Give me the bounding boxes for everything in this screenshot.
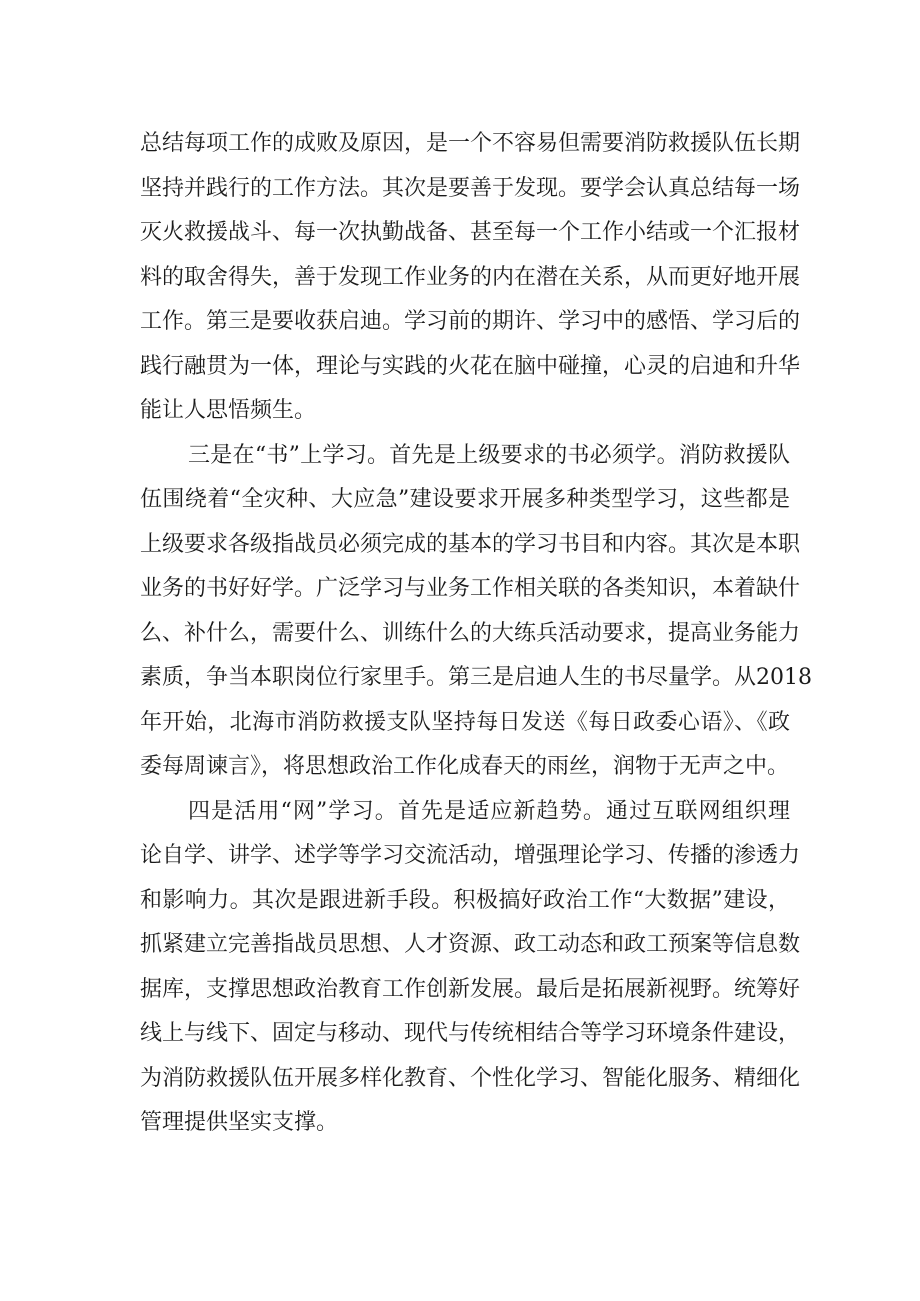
text-line: 践行融贯为一体，理论与实践的火花在脑中碰撞，心灵的启迪和升华	[140, 353, 801, 379]
text-line: 伍围绕着“全灾种、大应急”建设要求开展多种类型学习，这些都是	[140, 487, 790, 512]
text-line: 抓紧建立完善指战员思想、人才资源、政工动态和政工预案等信息数	[140, 932, 801, 957]
text-line: 委每周谏言》，将思想政治工作化成春天的雨丝，润物于无声之中。	[140, 754, 790, 779]
text-line: 素质，争当本职岗位行家里手。第三是启迪人生的书尽量学。从2018	[140, 665, 812, 690]
text-line: 三是在“书”上学习。首先是上级要求的书必须学。消防救援队	[188, 442, 790, 468]
text-line: 年开始，北海市消防救援支队坚持每日发送《每日政委心语》、《政	[140, 709, 790, 735]
text-line: 线上与线下、固定与移动、现代与传统相结合等学习环境条件建设，	[140, 1021, 801, 1046]
paragraph-network-learning	[140, 790, 801, 1146]
text-line: 管理提供坚实支撑。	[140, 1110, 339, 1135]
text-line: 么、补什么，需要什么、训练什么的大练兵活动要求，提高业务能力	[140, 620, 801, 646]
paragraph-reflection	[140, 122, 801, 434]
paragraph-book-learning	[140, 434, 812, 790]
text-line: 四是活用“网”学习。首先是适应新趋势。通过互联网组织理	[188, 798, 790, 824]
text-line: 总结每项工作的成败及原因，是一个不容易但需要消防救援队伍长期	[140, 131, 801, 156]
text-line: 能让人思悟频生。	[140, 398, 317, 423]
text-line: 据库，支撑思想政治教育工作创新发展。最后是拓展新视野。统筹好	[140, 976, 801, 1002]
text-line: 和影响力。其次是跟进新手段。积极搞好政治工作“大数据”建设，	[140, 887, 790, 913]
text-line: 灭火救援战斗、每一次执勤战备、甚至每一个工作小结或一个汇报材	[140, 220, 801, 245]
text-line: 论自学、讲学、述学等学习交流活动，增强理论学习、传播的渗透力	[140, 843, 801, 868]
text-line: 坚持并践行的工作方法。其次是要善于发现。要学会认真总结每一场	[140, 175, 801, 201]
text-line: 为消防救援队伍开展多样化教育、个性化学习、智能化服务、精细化	[140, 1065, 801, 1091]
text-line: 上级要求各级指战员必须完成的基本的学习书目和内容。其次是本职	[140, 531, 801, 557]
text-line: 料的取舍得失，善于发现工作业务的内在潜在关系，从而更好地开展	[140, 264, 801, 290]
text-line: 工作。第三是要收获启迪。学习前的期许、学习中的感悟、学习后的	[140, 309, 801, 334]
document-body	[140, 122, 812, 1146]
text-line: 业务的书好好学。广泛学习与业务工作相关联的各类知识，本着缺什	[140, 576, 801, 601]
